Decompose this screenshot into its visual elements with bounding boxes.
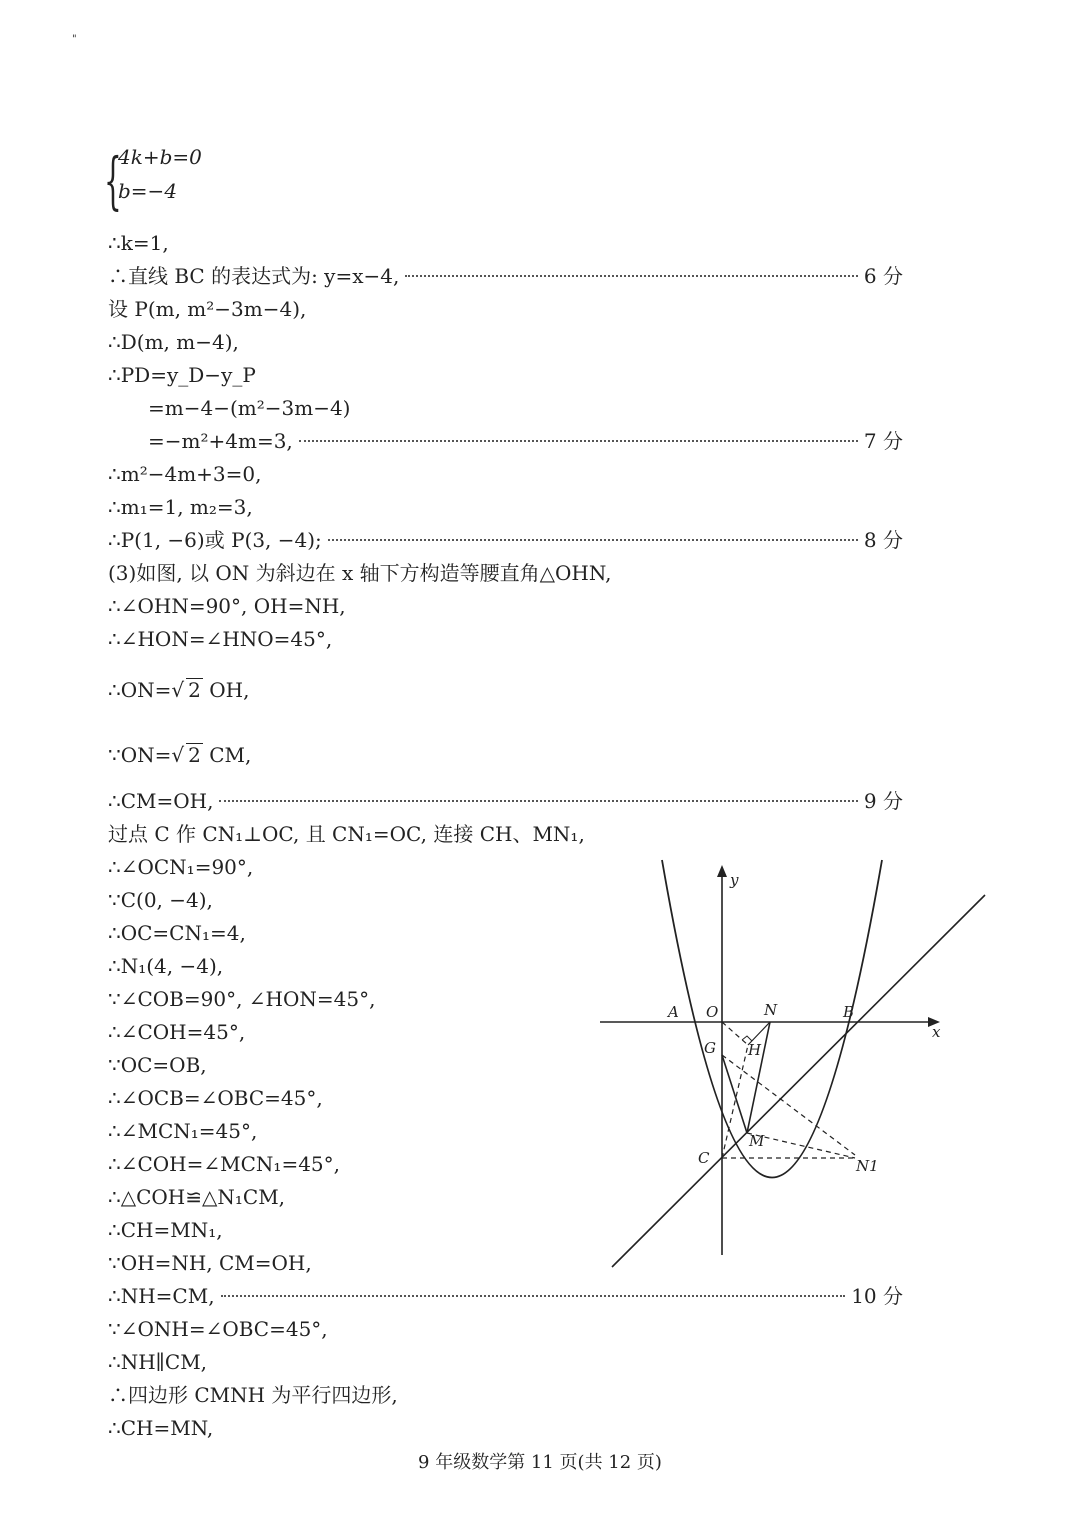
line-13: ∴∠HON=∠HNO=45°,	[108, 627, 333, 651]
line-16	[108, 786, 903, 816]
line-5: ∴PD=y_D−y_P	[108, 363, 256, 387]
line-23: ∴∠COH=45°,	[108, 1020, 246, 1044]
line-15-a: ∵ON=	[108, 743, 172, 767]
line-bc	[612, 895, 985, 1267]
dot-leader	[328, 539, 858, 541]
dot-leader	[405, 275, 858, 277]
line-14-b: OH,	[209, 678, 250, 702]
line-7	[148, 426, 903, 456]
line-7-text: =−m²+4m=3,	[148, 429, 293, 453]
line-12: ∴∠OHN=90°, OH=NH,	[108, 594, 346, 618]
dot-leader	[221, 1295, 846, 1297]
label-g: G	[704, 1039, 716, 1057]
segment-oh	[722, 1022, 748, 1045]
line-6: =m−4−(m²−3m−4)	[148, 396, 351, 420]
line-31-text: ∴NH=CM,	[108, 1284, 215, 1308]
label-c: C	[698, 1149, 710, 1167]
label-x: x	[932, 1023, 941, 1041]
line-29: ∴CH=MN₁,	[108, 1218, 223, 1242]
line-14-a: ∴ON=	[108, 678, 172, 702]
line-1: ∴k=1,	[108, 231, 169, 255]
score-9: 9 分	[863, 789, 903, 813]
dot-leader	[299, 440, 858, 442]
line-17: 过点 C 作 CN₁⊥OC, 且 CN₁=OC, 连接 CH、MN₁,	[108, 822, 585, 846]
line-34: ∴四边形 CMNH 为平行四边形,	[108, 1383, 398, 1407]
label-n1: N1	[856, 1157, 879, 1175]
score-6: 6 分	[863, 264, 903, 288]
sqrt-radicand: 2	[188, 743, 201, 767]
line-32: ∵∠ONH=∠OBC=45°,	[108, 1317, 328, 1341]
score-8: 8 分	[863, 528, 903, 552]
line-3: 设 P(m, m²−3m−4),	[108, 297, 307, 321]
score-7: 7 分	[863, 429, 903, 453]
line-11: (3)如图, 以 ON 为斜边在 x 轴下方构造等腰直角△OHN,	[108, 561, 612, 585]
line-27: ∴∠COH=∠MCN₁=45°,	[108, 1152, 341, 1176]
line-22: ∵∠COB=90°, ∠HON=45°,	[108, 987, 376, 1011]
scan-mark: "	[72, 34, 77, 45]
line-10-text: ∴P(1, −6)或 P(3, −4);	[108, 528, 322, 552]
label-m: M	[749, 1132, 765, 1150]
label-y: y	[730, 871, 739, 889]
line-2-text: ∴直线 BC 的表达式为: y=x−4,	[108, 264, 400, 288]
line-16-text: ∴CM=OH,	[108, 789, 214, 813]
label-b: B	[843, 1003, 855, 1021]
system-line-1: 4k+b=0	[118, 145, 202, 169]
label-h: H	[748, 1041, 762, 1059]
line-30: ∵OH=NH, CM=OH,	[108, 1251, 312, 1275]
line-2	[108, 261, 903, 291]
line-31	[108, 1281, 903, 1311]
y-axis-arrow	[717, 865, 727, 877]
line-35: ∴CH=MN,	[108, 1416, 214, 1440]
line-25: ∴∠OCB=∠OBC=45°,	[108, 1086, 323, 1110]
line-4: ∴D(m, m−4),	[108, 330, 239, 354]
line-14: ∴ON=√ 2 OH,	[108, 678, 250, 702]
line-26: ∴∠MCN₁=45°,	[108, 1119, 258, 1143]
label-a: A	[668, 1003, 679, 1021]
line-33: ∴NH∥CM,	[108, 1350, 208, 1374]
score-10: 10 分	[851, 1284, 903, 1308]
line-9: ∴m₁=1, m₂=3,	[108, 495, 253, 519]
line-15-b: CM,	[209, 743, 252, 767]
line-10	[108, 525, 903, 555]
segment-nm	[747, 1022, 770, 1133]
line-24: ∵OC=OB,	[108, 1053, 207, 1077]
sqrt-radicand: 2	[188, 678, 201, 702]
line-20: ∴OC=CN₁=4,	[108, 921, 246, 945]
line-15: ∵ON=√ 2 CM,	[108, 743, 252, 767]
line-18: ∴∠OCN₁=90°,	[108, 855, 254, 879]
line-19: ∵C(0, −4),	[108, 888, 213, 912]
label-n: N	[764, 1001, 778, 1019]
line-8: ∴m²−4m+3=0,	[108, 462, 262, 486]
page-footer: 9 年级数学第 11 页(共 12 页)	[418, 1452, 662, 1473]
system-brace: {	[104, 144, 122, 217]
line-28: ∴△COH≌△N₁CM,	[108, 1185, 286, 1209]
line-21: ∴N₁(4, −4),	[108, 954, 224, 978]
geometry-figure	[590, 855, 1000, 1275]
label-o: O	[706, 1003, 719, 1021]
dot-leader	[219, 800, 857, 802]
system-line-2: b=−4	[118, 179, 178, 203]
